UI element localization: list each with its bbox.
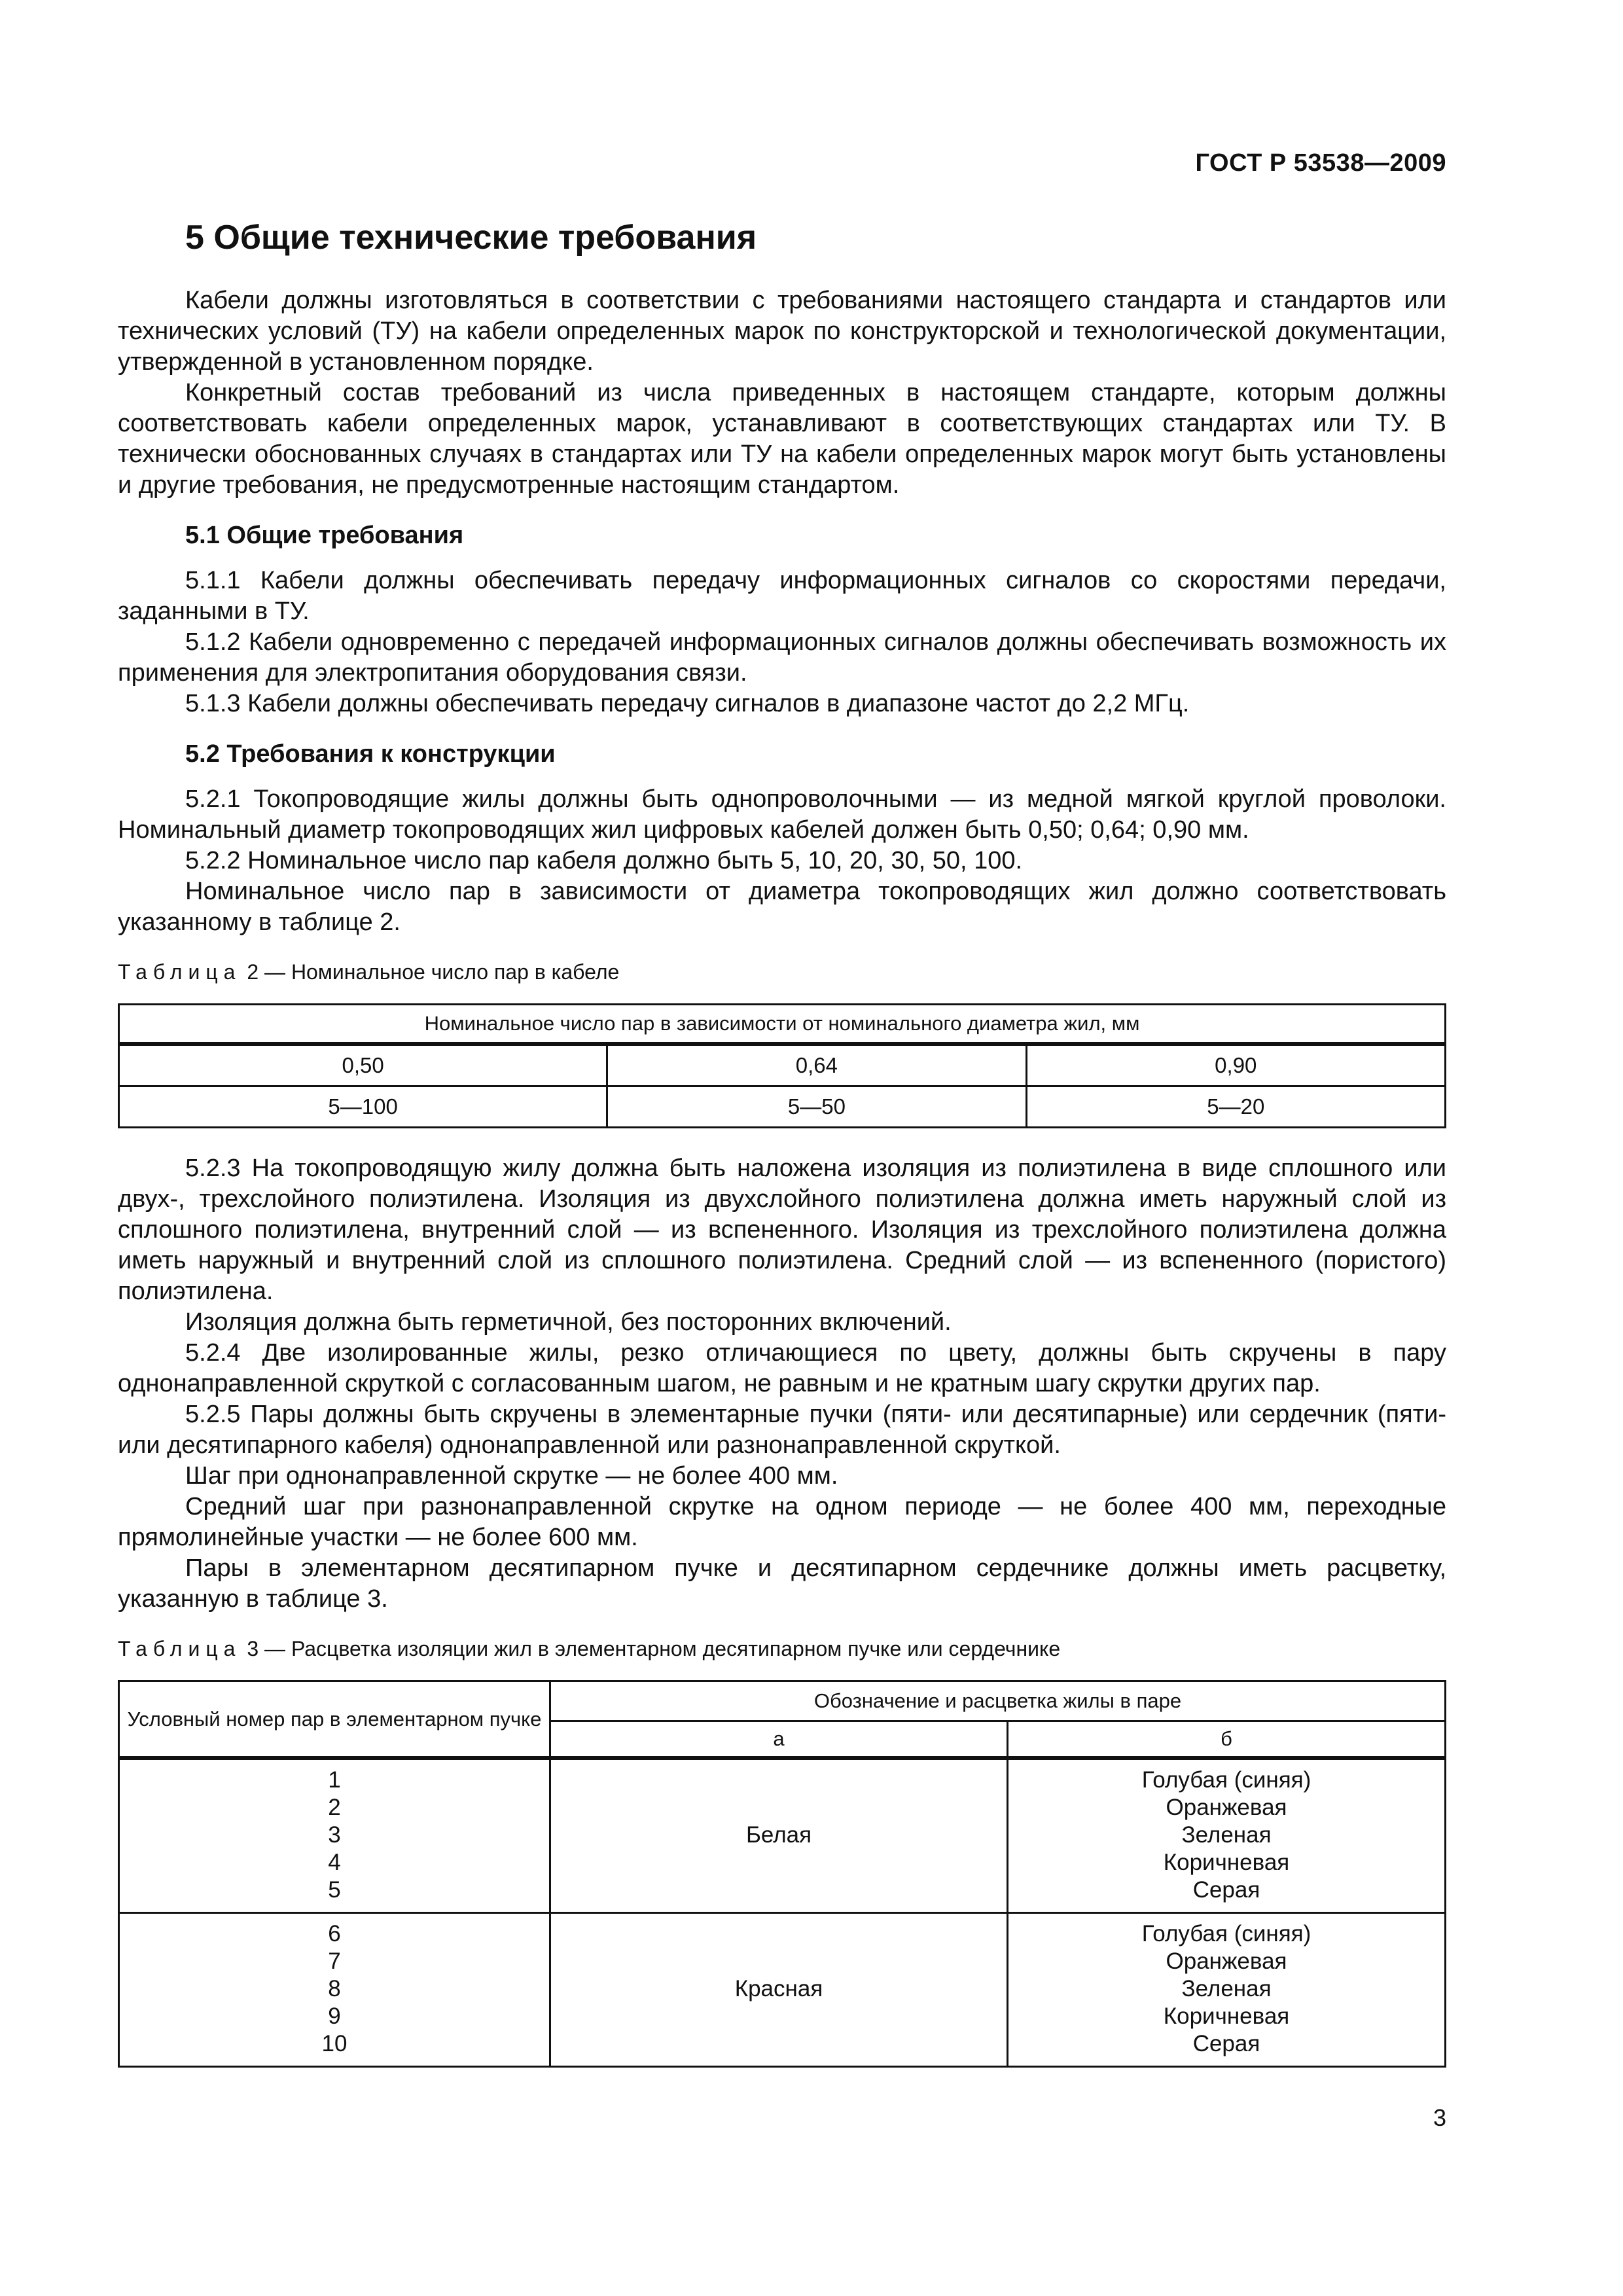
wire-b-color: Оранжевая	[1166, 1948, 1287, 1974]
wire-b-color: Голубая (синяя)	[1141, 1767, 1311, 1793]
paragraph: 5.1.1 Кабели должны обеспечивать передачу информационных сигналов со скоростями передачи, заданными в ТУ.	[118, 567, 1446, 625]
paragraph: Шаг при однонаправленной скрутке — не более 400 мм.	[185, 1462, 838, 1490]
paragraph: 5.1.3 Кабели должны обеспечивать передачу сигналов в диапазоне частот до 2,2 МГц.	[185, 690, 1190, 717]
pair-number: 7	[328, 1948, 341, 1974]
paragraph: Кабели должны изготовляться в соответствии с требованиями настоящего стандарта и стандартов или технических условий (ТУ) на кабели определенных марок по конструкторской и технологической документации, утвержденной в установленном порядке.	[118, 287, 1446, 376]
table-cell: 0,90	[1026, 1044, 1445, 1086]
table-row-pairs	[119, 1086, 1446, 1128]
pair-number: 8	[328, 1976, 341, 2001]
paragraph: 5.2.5 Пары должны быть скручены в элементарные пучки (пяти- или десятипарные) или сердечник (пяти- или десятипарного кабеля) однонаправленной или разнонаправленной скруткой.	[118, 1401, 1446, 1459]
table-2	[118, 1003, 1446, 1128]
table-header-cell: а	[550, 1721, 1008, 1759]
wire-b-color: Серая	[1192, 2031, 1260, 2056]
table-header-row	[119, 1005, 1446, 1045]
page-number: 3	[1433, 2104, 1446, 2131]
table-header-cell: б	[1008, 1721, 1446, 1759]
table-caption-word: Таблица	[118, 960, 241, 984]
wire-b-colors-cell	[1008, 1758, 1446, 1913]
table-header-cell: Номинальное число пар в зависимости от номинального диаметра жил, мм	[119, 1005, 1446, 1045]
pair-number: 4	[328, 1850, 341, 1875]
pair-number: 10	[321, 2031, 348, 2056]
table-cell: 0,64	[607, 1044, 1026, 1086]
paragraph: 5.2.1 Токопроводящие жилы должны быть однопроволочными — из медной мягкой круглой проволоки. Номинальный диаметр токопроводящих жил цифровых кабелей должен быть 0,50; 0,64; 0,90 мм.	[118, 785, 1446, 844]
wire-b-color: Коричневая	[1163, 1850, 1290, 1875]
table-cell: 5—100	[119, 1086, 607, 1128]
pair-number: 1	[328, 1767, 341, 1793]
pair-number: 3	[328, 1822, 341, 1848]
subsection-title: 5.1 Общие требования	[185, 522, 464, 549]
document-id: ГОСТ Р 53538—2009	[1195, 149, 1446, 177]
table-header-row	[119, 1681, 1446, 1721]
paragraph: 5.1.2 Кабели одновременно с передачей информационных сигналов должны обеспечивать возможность их применения для электропитания оборудования связи.	[118, 628, 1446, 687]
wire-a-color-cell: Красная	[550, 1913, 1008, 2067]
table-caption-text: 3 — Расцветка изоляции жил в элементарном десятипарном пучке или сердечнике	[241, 1637, 1061, 1660]
subsection-title: 5.2 Требования к конструкции	[185, 740, 556, 768]
paragraph: Конкретный состав требований из числа приведенных в настоящем стандарте, которым должны соответствовать кабели определенных марок, устанавливают в соответствующих стандартах или ТУ. В технически обоснованных случаях в стандартах или ТУ на кабели определенных марок могут быть установлены и другие требования, не предусмотренные настоящим стандартом.	[118, 379, 1446, 499]
section-title: 5 Общие технические требования	[185, 219, 757, 257]
table-row	[119, 1913, 1446, 2067]
wire-b-colors-cell	[1008, 1913, 1446, 2067]
table-row	[119, 1758, 1446, 1913]
table-header-cell: Обозначение и расцветка жилы в паре	[550, 1681, 1446, 1721]
table-caption-text: 2 — Номинальное число пар в кабеле	[241, 960, 620, 984]
pair-numbers-cell	[119, 1758, 550, 1913]
paragraph: 5.2.4 Две изолированные жилы, резко отличающиеся по цвету, должны быть скручены в пару однонаправленной скруткой с согласованным шагом, не равным и не кратным шагу скрутки других пар.	[118, 1339, 1446, 1397]
paragraph: Средний шаг при разнонаправленной скрутке на одном периоде — не более 400 мм, переходные прямолинейные участки — не более 600 мм.	[118, 1493, 1446, 1551]
document-body	[118, 285, 1446, 2068]
paragraph: Номинальное число пар в зависимости от диаметра токопроводящих жил должно соответствовать указанному в таблице 2.	[118, 878, 1446, 936]
paragraph: Изоляция должна быть герметичной, без посторонних включений.	[185, 1308, 952, 1336]
wire-b-color: Серая	[1192, 1877, 1260, 1903]
table-3	[118, 1680, 1446, 2068]
wire-b-color: Голубая (синяя)	[1141, 1921, 1311, 1946]
paragraph: 5.2.2 Номинальное число пар кабеля должно быть 5, 10, 20, 30, 50, 100.	[185, 847, 1023, 874]
table-cell: 5—50	[607, 1086, 1026, 1128]
table-caption	[118, 959, 1446, 985]
table-cell: 5—20	[1026, 1086, 1445, 1128]
pair-number: 2	[328, 1795, 341, 1820]
paragraph: 5.2.3 На токопроводящую жилу должна быть наложена изоляция из полиэтилена в виде сплошного или двух-, трехслойного полиэтилена. Изоляция из двухслойного полиэтилена должна иметь наружный слой из сплошного полиэтилена, внутренний слой — из вспененного. Изоляция из трехслойного полиэтилена должна иметь наружный и внутренний слой из сплошного полиэтилена. Средний слой — из вспененного (пористого) полиэтилена.	[118, 1155, 1446, 1305]
wire-b-color: Коричневая	[1163, 2003, 1290, 2029]
table-header-cell: Условный номер пар в элементарном пучке	[119, 1681, 550, 1759]
wire-b-color: Зеленая	[1181, 1822, 1272, 1848]
table-caption-word: Таблица	[118, 1637, 241, 1660]
table-cell: 0,50	[119, 1044, 607, 1086]
pair-number: 9	[328, 2003, 341, 2029]
pair-number: 6	[328, 1921, 341, 1946]
table-caption	[118, 1636, 1446, 1662]
wire-a-color-cell: Белая	[550, 1758, 1008, 1913]
wire-b-color: Оранжевая	[1166, 1795, 1287, 1820]
table-row-diameters	[119, 1044, 1446, 1086]
pair-numbers-cell	[119, 1913, 550, 2067]
wire-b-color: Зеленая	[1181, 1976, 1272, 2001]
document-page	[118, 0, 1446, 2296]
pair-number: 5	[328, 1877, 341, 1903]
paragraph: Пары в элементарном десятипарном пучке и десятипарном сердечнике должны иметь расцветку, указанную в таблице 3.	[118, 1554, 1446, 1613]
